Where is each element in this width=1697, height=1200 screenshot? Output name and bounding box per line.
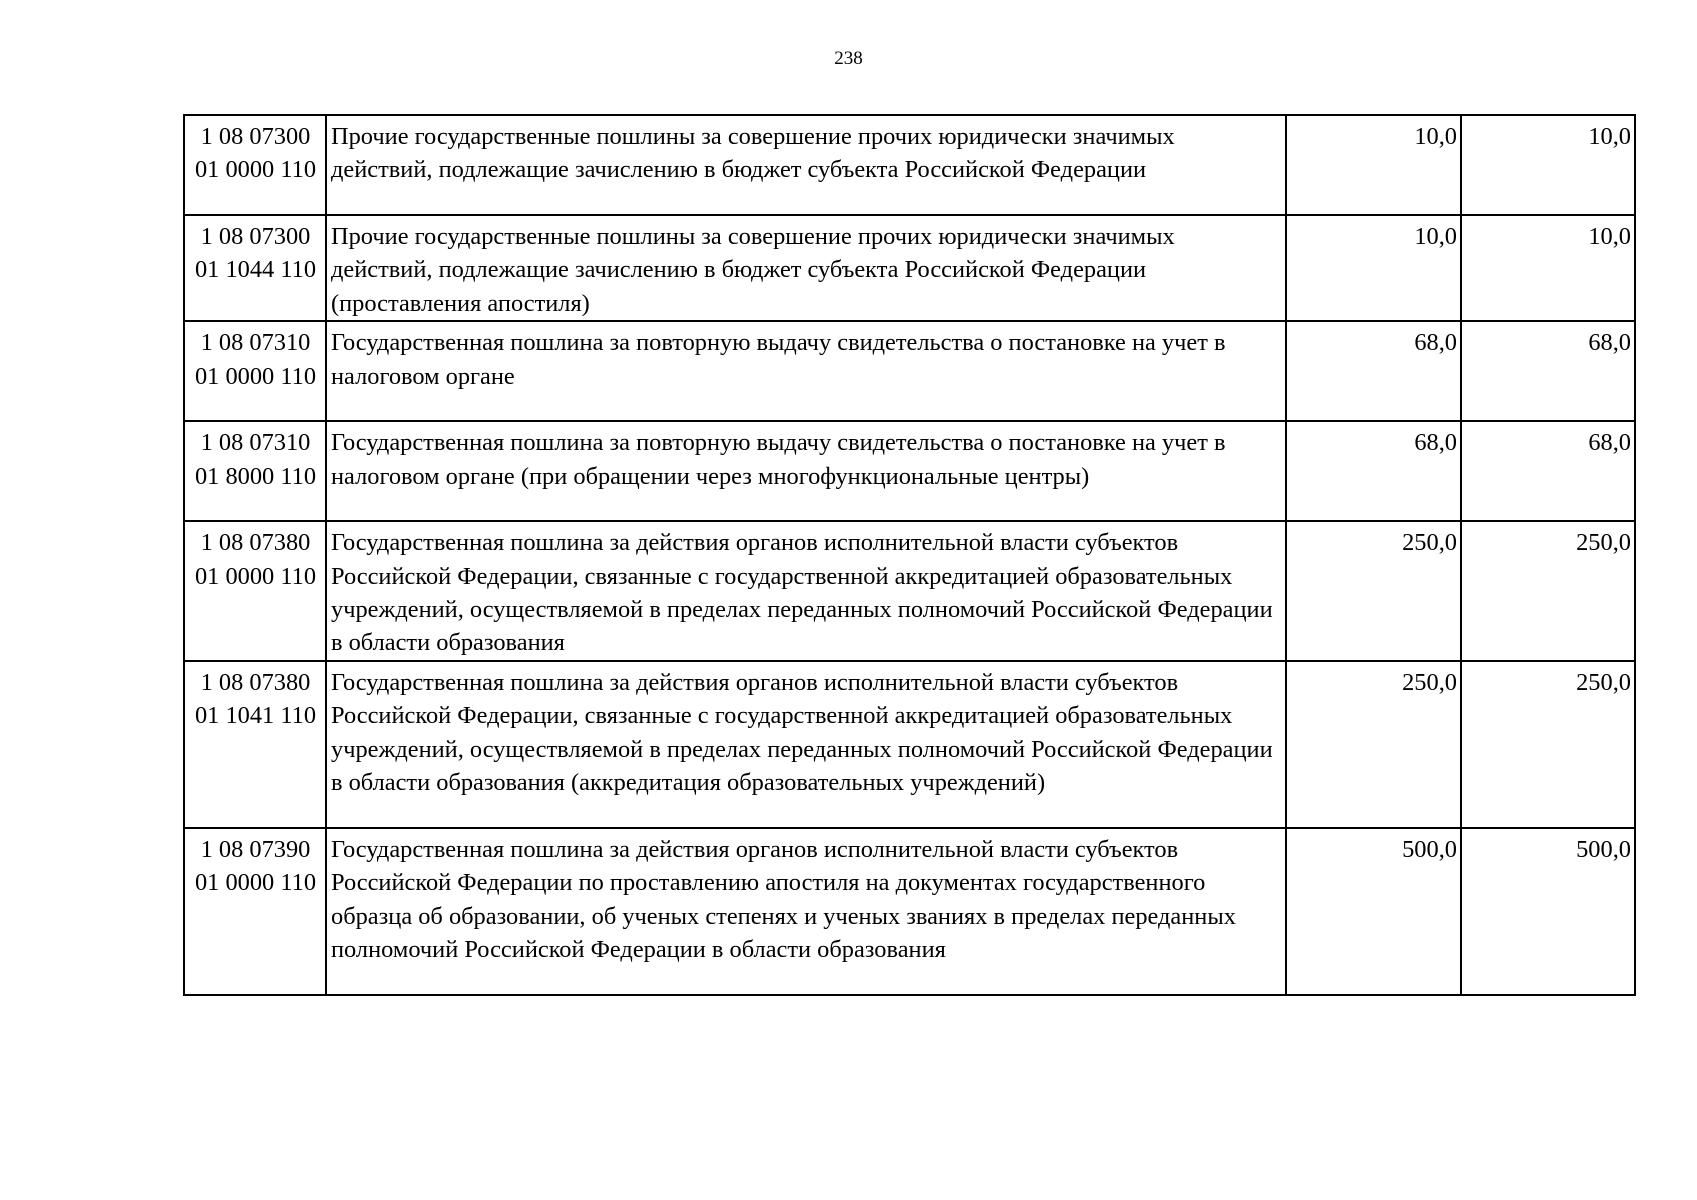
budget-code-line: 01 0000 110: [194, 562, 317, 590]
budget-code-line: 01 1044 110: [194, 256, 317, 284]
description-cell: Государственная пошлина за действия органов исполнительной власти субъектов Российской Федерации, связанные с государственной аккредитацией образовательных учреждений, осуществляемой в пределах переданных полномочий Российской Федерации в области образования: [326, 521, 1286, 661]
description-cell: Прочие государственные пошлины за совершение прочих юридически значимых действий, подлежащие зачислению в бюджет субъекта Российской Федерации (проставления апостиля): [326, 215, 1286, 321]
amount-cell: 500,0: [1286, 828, 1461, 995]
budget-code-cell: [184, 421, 326, 521]
amount-cell: 68,0: [1461, 321, 1635, 421]
budget-code-line: 01 1041 110: [194, 702, 317, 730]
table-row: [184, 661, 1635, 828]
budget-code-cell: [184, 321, 326, 421]
table-row: [184, 115, 1635, 215]
amount-cell: 500,0: [1461, 828, 1635, 995]
table-row: [184, 321, 1635, 421]
budget-code-line: 01 0000 110: [194, 362, 317, 390]
budget-code-line: 1 08 07390: [200, 835, 311, 863]
budget-revenue-table: [183, 114, 1636, 996]
budget-code-cell: [184, 828, 326, 995]
description-cell: Государственная пошлина за повторную выдачу свидетельства о постановке на учет в налоговом органе (при обращении через многофункциональные центры): [326, 421, 1286, 521]
budget-code-line: 01 0000 110: [194, 869, 317, 897]
amount-cell: 10,0: [1286, 115, 1461, 215]
budget-code-line: 1 08 07300: [200, 123, 311, 150]
budget-code-line: 01 8000 110: [194, 462, 317, 490]
table-row: [184, 421, 1635, 521]
amount-cell: 68,0: [1286, 421, 1461, 521]
table-row: [184, 215, 1635, 321]
budget-code-cell: [184, 521, 326, 661]
table-row: [184, 521, 1635, 661]
description-cell: Государственная пошлина за действия органов исполнительной власти субъектов Российской Федерации, связанные с государственной аккредитацией образовательных учреждений, осуществляемой в пределах переданных полномочий Российской Федерации в области образования (аккредитация образовательных учреждений): [326, 661, 1286, 828]
amount-cell: 68,0: [1286, 321, 1461, 421]
budget-code-line: 1 08 07310: [200, 329, 311, 357]
amount-cell: 250,0: [1461, 661, 1635, 828]
table-row: [184, 828, 1635, 995]
budget-code-cell: [184, 661, 326, 828]
description-cell: Прочие государственные пошлины за совершение прочих юридически значимых действий, подлежащие зачислению в бюджет субъекта Российской Федерации: [326, 115, 1286, 215]
budget-code-cell: [184, 115, 326, 215]
amount-cell: 10,0: [1461, 215, 1635, 321]
amount-cell: 250,0: [1461, 521, 1635, 661]
budget-code-line: 1 08 07380: [200, 529, 311, 557]
budget-code-line: 1 08 07310: [200, 429, 311, 457]
budget-code-line: 1 08 07380: [200, 668, 311, 696]
budget-code-line: 01 0000 110: [194, 156, 317, 184]
description-cell: Государственная пошлина за действия органов исполнительной власти субъектов Российской Федерации по проставлению апостиля на документах государственного образца об образовании, об ученых степенях и ученых званиях в пределах переданных полномочий Российской Федерации в области образования: [326, 828, 1286, 995]
amount-cell: 68,0: [1461, 421, 1635, 521]
description-cell: Государственная пошлина за повторную выдачу свидетельства о постановке на учет в налоговом органе: [326, 321, 1286, 421]
amount-cell: 250,0: [1286, 661, 1461, 828]
page-number: 238: [834, 48, 863, 69]
budget-code-line: 1 08 07300: [200, 223, 311, 250]
amount-cell: 250,0: [1286, 521, 1461, 661]
amount-cell: 10,0: [1286, 215, 1461, 321]
budget-code-cell: [184, 215, 326, 321]
amount-cell: 10,0: [1461, 115, 1635, 215]
